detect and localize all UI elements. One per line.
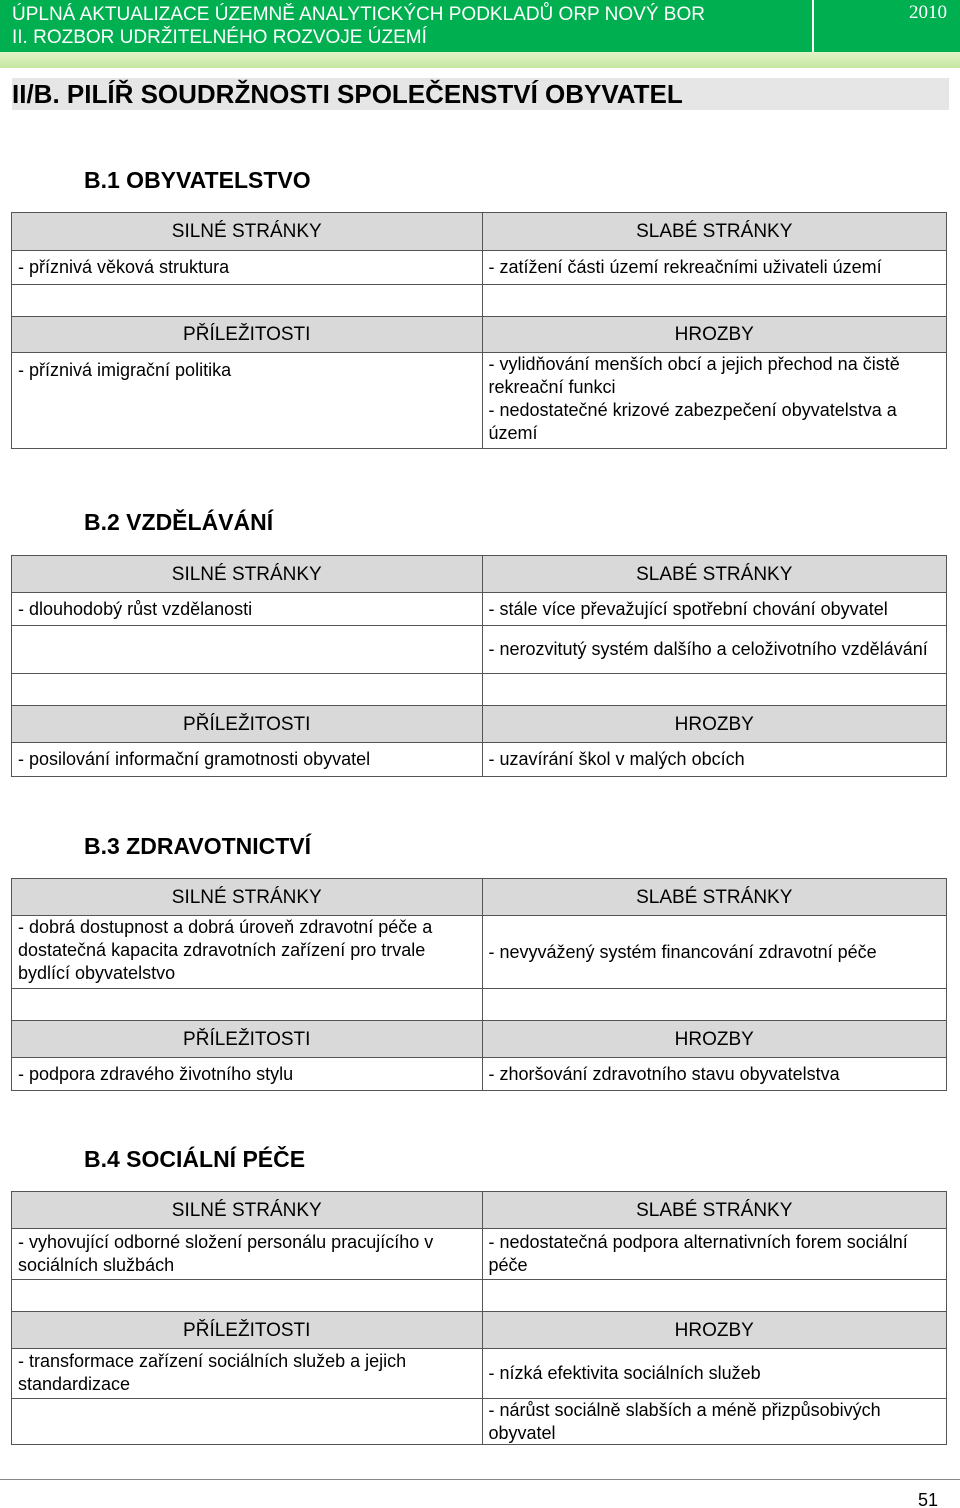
- strength-item: - vyhovující odborné složení personálu pracujícího v sociálních službách: [12, 1229, 483, 1280]
- swot-table-b3: [11, 878, 947, 1091]
- opportunities-header: PŘÍLEŽITOSTI: [12, 1021, 483, 1058]
- opportunities-header: PŘÍLEŽITOSTI: [12, 317, 483, 353]
- opportunity-item: - posilování informační gramotnosti obyvatel: [12, 743, 483, 777]
- header-line-1: ÚPLNÁ AKTUALIZACE ÚZEMNĚ ANALYTICKÝCH PODKLADŮ ORP NOVÝ BOR: [12, 4, 705, 25]
- header-line-2: II. ROZBOR UDRŽITELNÉHO ROZVOJE ÚZEMÍ: [12, 27, 427, 48]
- footer-divider: [0, 1479, 960, 1480]
- header-stripe: [0, 52, 960, 68]
- empty-cell: [483, 674, 948, 706]
- weakness-item: - zatížení části území rekreačními uživateli území: [483, 251, 948, 285]
- threat-item: - zhoršování zdravotního stavu obyvatelstva: [483, 1058, 948, 1091]
- empty-cell: [12, 285, 483, 317]
- main-title: II/B. PILÍŘ SOUDRŽNOSTI SPOLEČENSTVÍ OBYVATEL: [12, 78, 949, 110]
- threats-header: HROZBY: [483, 1312, 948, 1349]
- header-text: [12, 3, 705, 49]
- threats-header: HROZBY: [483, 317, 948, 353]
- weakness-item: - stále více převažující spotřební chování obyvatel: [483, 593, 948, 626]
- empty-cell: [483, 285, 948, 317]
- section-title-b2: B.2 VZDĚLÁVÁNÍ: [84, 509, 274, 535]
- threats-header: HROZBY: [483, 1021, 948, 1058]
- empty-cell: [12, 1399, 483, 1445]
- weakness-item: - nevyvážený systém financování zdravotní péče: [483, 916, 948, 989]
- weaknesses-header: SLABÉ STRÁNKY: [483, 879, 948, 916]
- weakness-item: - nedostatečná podpora alternativních forem sociální péče: [483, 1229, 948, 1280]
- threat-item: - nárůst sociálně slabších a méně přizpůsobivých obyvatel: [483, 1399, 948, 1445]
- section-title-b3: B.3 ZDRAVOTNICTVÍ: [84, 833, 312, 859]
- opportunities-header: PŘÍLEŽITOSTI: [12, 706, 483, 743]
- empty-cell: [12, 674, 483, 706]
- empty-cell: [12, 989, 483, 1021]
- threats-list: [483, 353, 948, 449]
- page-number: 51: [918, 1490, 939, 1508]
- weakness-item: - nerozvitutý systém dalšího a celoživotního vzdělávání: [483, 626, 948, 674]
- opportunity-item: - transformace zařízení sociálních služeb a jejich standardizace: [12, 1349, 483, 1399]
- threats-header: HROZBY: [483, 706, 948, 743]
- weaknesses-header: SLABÉ STRÁNKY: [483, 1192, 948, 1229]
- strengths-header: SILNÉ STRÁNKY: [12, 1192, 483, 1229]
- threat-item: - nedostatečné krizové zabezpečení obyvatelstva a území: [488, 400, 897, 443]
- strengths-header: SILNÉ STRÁNKY: [12, 556, 483, 593]
- empty-cell: [483, 989, 948, 1021]
- opportunity-item: - podpora zdravého životního stylu: [12, 1058, 483, 1091]
- opportunities-header: PŘÍLEŽITOSTI: [12, 1312, 483, 1349]
- threat-item: - nízká efektivita sociálních služeb: [483, 1349, 948, 1399]
- weaknesses-header: SLABÉ STRÁNKY: [483, 213, 948, 251]
- swot-table-b2: [11, 555, 947, 777]
- swot-table-b4: [11, 1191, 947, 1445]
- threat-item: - vylidňování menších obcí a jejich přechod na čistě rekreační funkci: [488, 354, 900, 397]
- strength-item: - příznivá věková struktura: [12, 251, 483, 285]
- threat-item: - uzavírání škol v malých obcích: [483, 743, 948, 777]
- strengths-header: SILNÉ STRÁNKY: [12, 213, 483, 251]
- header-year: 2010: [812, 0, 960, 52]
- strengths-header: SILNÉ STRÁNKY: [12, 879, 483, 916]
- section-title-b1: B.1 OBYVATELSTVO: [84, 167, 311, 193]
- empty-cell: [12, 1280, 483, 1312]
- document-header: [0, 0, 960, 52]
- strength-item: - dlouhodobý růst vzdělanosti: [12, 593, 483, 626]
- weaknesses-header: SLABÉ STRÁNKY: [483, 556, 948, 593]
- empty-cell: [483, 1280, 948, 1312]
- section-title-b4: B.4 SOCIÁLNÍ PÉČE: [84, 1146, 306, 1172]
- strength-item: - dobrá dostupnost a dobrá úroveň zdravotní péče a dostatečná kapacita zdravotních zařízení pro trvale bydlící obyvatelstvo: [12, 916, 483, 989]
- swot-table-b1: [11, 212, 947, 449]
- empty-cell: [12, 626, 483, 674]
- opportunity-item: - příznivá imigrační politika: [12, 353, 483, 449]
